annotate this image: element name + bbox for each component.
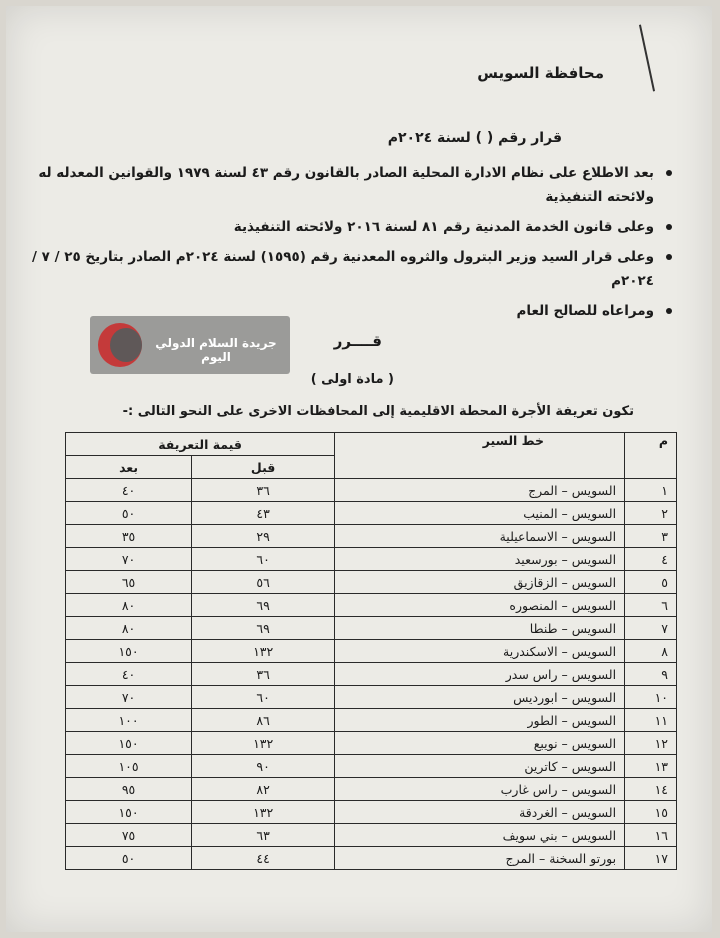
route-cell: السويس – الطور — [335, 709, 625, 732]
preamble-text: ومراعاه للصالح العام — [516, 303, 654, 319]
fare-after-cell: ٧٥ — [66, 824, 192, 847]
fare-before-cell: ٢٩ — [192, 525, 335, 548]
watermark-text: جريدة السلام الدولي اليوم — [155, 336, 277, 364]
row-number: ٣ — [625, 525, 677, 548]
route-cell: السويس – الزقازيق — [335, 571, 625, 594]
fare-before-cell: ٨٦ — [192, 709, 335, 732]
fare-after-cell: ٦٥ — [66, 571, 192, 594]
table-row — [66, 709, 677, 732]
route-cell: السويس – راس غارب — [335, 778, 625, 801]
bullet-icon — [666, 224, 672, 230]
fare-after-cell: ١٥٠ — [66, 640, 192, 663]
decision-heading: قــــرر — [333, 332, 382, 350]
fare-after-cell: ٥٠ — [66, 847, 192, 870]
fare-before-cell: ٦٠ — [192, 548, 335, 571]
table-row — [66, 686, 677, 709]
table-row — [66, 847, 677, 870]
fare-after-cell: ٥٠ — [66, 502, 192, 525]
bullet-icon — [666, 170, 672, 176]
row-number: ١٢ — [625, 732, 677, 755]
preamble-item — [32, 215, 672, 239]
route-cell: السويس – كاترين — [335, 755, 625, 778]
decree-title: قرار رقم ( ) لسنة ٢٠٢٤م — [387, 130, 562, 146]
row-number: ١٧ — [625, 847, 677, 870]
fare-before-cell: ٤٣ — [192, 502, 335, 525]
governorate-header: محافظة السويس — [477, 64, 604, 82]
table-row — [66, 502, 677, 525]
route-cell: السويس – نويبع — [335, 732, 625, 755]
tariff-table — [65, 432, 677, 870]
table-row — [66, 640, 677, 663]
row-number: ١٠ — [625, 686, 677, 709]
fare-before-cell: ٨٢ — [192, 778, 335, 801]
preamble-item — [32, 245, 672, 293]
route-cell: بورتو السخنة – المرج — [335, 847, 625, 870]
pen-stroke — [639, 25, 655, 92]
table-row — [66, 548, 677, 571]
route-cell: السويس – ابورديس — [335, 686, 625, 709]
bullet-icon — [666, 254, 672, 260]
row-number: ٩ — [625, 663, 677, 686]
preamble-text: وعلى قرار السيد وزير البترول والثروه المعدنية رقم (١٥٩٥) لسنة ٢٠٢٤م الصادر بتاريخ ٢٥ / ٧ / ٢٠٢٤م — [32, 249, 654, 289]
fare-before-cell: ١٣٢ — [192, 801, 335, 824]
route-cell: السويس – بورسعيد — [335, 548, 625, 571]
fare-after-cell: ٩٥ — [66, 778, 192, 801]
row-number: ٥ — [625, 571, 677, 594]
bullet-icon — [666, 308, 672, 314]
fare-before-cell: ٦٠ — [192, 686, 335, 709]
table-row — [66, 755, 677, 778]
table-row — [66, 801, 677, 824]
table-row — [66, 824, 677, 847]
fare-before-cell: ٦٣ — [192, 824, 335, 847]
fare-before-cell: ٥٦ — [192, 571, 335, 594]
row-number: ١٥ — [625, 801, 677, 824]
fare-after-cell: ٧٠ — [66, 548, 192, 571]
preamble-item — [32, 161, 672, 209]
table-row — [66, 663, 677, 686]
table-row — [66, 525, 677, 548]
route-cell: السويس – الغردقة — [335, 801, 625, 824]
table-row — [66, 617, 677, 640]
route-cell: السويس – بني سويف — [335, 824, 625, 847]
preamble-list — [32, 161, 672, 329]
row-number: ٦ — [625, 594, 677, 617]
header-after: بعد — [66, 456, 192, 479]
header-fare: قيمة التعريفة — [66, 433, 335, 456]
fare-after-cell: ١٠٥ — [66, 755, 192, 778]
fare-after-cell: ٨٠ — [66, 617, 192, 640]
table-row — [66, 594, 677, 617]
header-no: م — [625, 433, 677, 479]
fare-after-cell: ٨٠ — [66, 594, 192, 617]
fare-after-cell: ١٠٠ — [66, 709, 192, 732]
table-row — [66, 732, 677, 755]
route-cell: السويس – المنيب — [335, 502, 625, 525]
row-number: ٧ — [625, 617, 677, 640]
row-number: ١١ — [625, 709, 677, 732]
fare-before-cell: ٦٩ — [192, 617, 335, 640]
preamble-text: بعد الاطلاع على نظام الادارة المحلية الصادر بالقانون رقم ٤٣ لسنة ١٩٧٩ والقوانين المعدله له ولائحته التنفيذية — [38, 165, 654, 205]
fare-after-cell: ٤٠ — [66, 479, 192, 502]
route-cell: السويس – الاسكندرية — [335, 640, 625, 663]
header-route: خط السير — [335, 433, 625, 479]
tariff-rows — [66, 479, 677, 870]
fare-before-cell: ٦٩ — [192, 594, 335, 617]
fare-before-cell: ٣٦ — [192, 663, 335, 686]
fare-after-cell: ٣٥ — [66, 525, 192, 548]
row-number: ١ — [625, 479, 677, 502]
table-row — [66, 571, 677, 594]
table-header-row — [66, 433, 677, 456]
crescent-logo-icon — [98, 323, 142, 367]
row-number: ١٣ — [625, 755, 677, 778]
fare-before-cell: ٤٤ — [192, 847, 335, 870]
fare-after-cell: ٧٠ — [66, 686, 192, 709]
route-cell: السويس – طنطا — [335, 617, 625, 640]
intro-text: تكون تعريفة الأجرة المحطة الاقليمية إلى المحافظات الاخرى على النحو التالى :- — [122, 404, 634, 419]
row-number: ٢ — [625, 502, 677, 525]
fare-before-cell: ١٣٢ — [192, 732, 335, 755]
row-number: ١٦ — [625, 824, 677, 847]
table-row — [66, 479, 677, 502]
table-row — [66, 778, 677, 801]
fare-before-cell: ١٣٢ — [192, 640, 335, 663]
article-label: ( مادة اولى ) — [310, 372, 394, 387]
row-number: ٨ — [625, 640, 677, 663]
header-before: قبل — [192, 456, 335, 479]
fare-before-cell: ٩٠ — [192, 755, 335, 778]
route-cell: السويس – المنصوره — [335, 594, 625, 617]
fare-after-cell: ١٥٠ — [66, 732, 192, 755]
route-cell: السويس – الاسماعيلية — [335, 525, 625, 548]
fare-after-cell: ١٥٠ — [66, 801, 192, 824]
newspaper-watermark — [90, 316, 290, 374]
row-number: ٤ — [625, 548, 677, 571]
route-cell: السويس – المرج — [335, 479, 625, 502]
fare-after-cell: ٤٠ — [66, 663, 192, 686]
row-number: ١٤ — [625, 778, 677, 801]
route-cell: السويس – راس سدر — [335, 663, 625, 686]
fare-before-cell: ٣٦ — [192, 479, 335, 502]
preamble-text: وعلى قانون الخدمة المدنية رقم ٨١ لسنة ٢٠١٦ ولائحته التنفيذية — [233, 219, 654, 235]
